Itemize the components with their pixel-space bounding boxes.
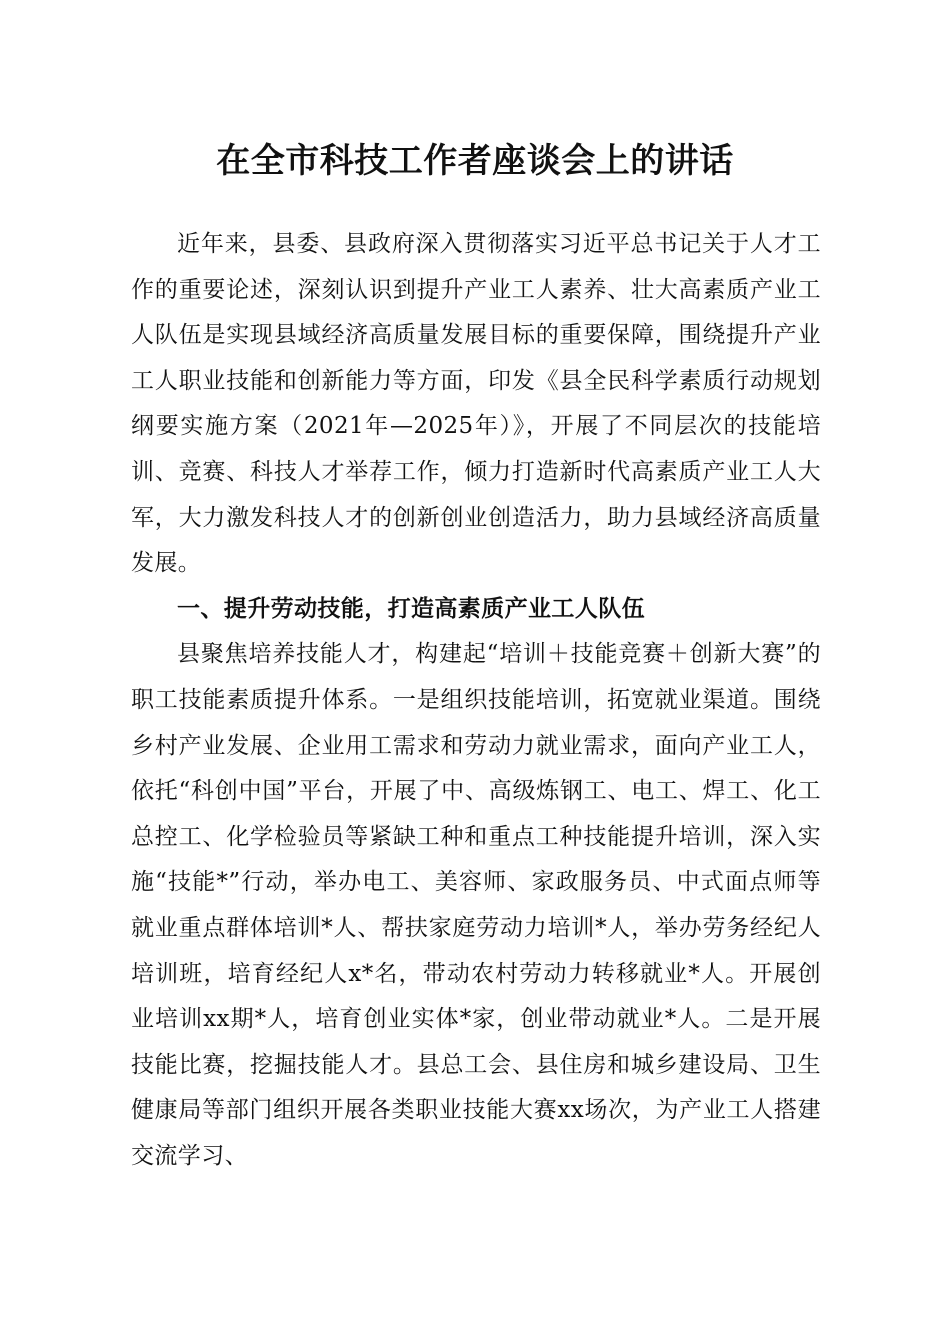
section-heading-1: 一、提升劳动技能，打造高素质产业工人队伍 xyxy=(177,595,645,622)
paragraph-section-1: 县聚焦培养技能人才，构建起“培训＋技能竞赛＋创新大赛”的职工技能素质提升体系。一是组织技能培训，拓宽就业渠道。围绕乡村产业发展、企业用工需求和劳动力就业需求，面向产业工人，依托“科创中国”平台，开展了中、高级炼钢工、电工、焊工、化工总控工、化学检验员等紧缺工种和重点工种技能提升培训，深入实施“技能*”行动，举办电工、美容师、家政服务员、中式面点师等就业重点群体培训*人、帮扶家庭劳动力培训*人，举办劳务经纪人培训班，培育经纪人x*名，带动农村劳动力转移就业*人。开展创业培训xx期*人，培育创业实体*家，创业带动就业*人。二是开展技能比赛，挖掘技能人才。县总工会、县住房和城乡建设局、卫生健康局等部门组织开展各类职业技能大赛xx场次，为产业工人搭建交流学习、 xyxy=(131,641,821,1169)
document-title: 在全市科技工作者座谈会上的讲话 xyxy=(216,141,734,181)
paragraph-intro: 近年来，县委、县政府深入贯彻落实习近平总书记关于人才工作的重要论述，深刻认识到提升产业工人素养、壮大高素质产业工人队伍是实现县域经济高质量发展目标的重要保障，围绕提升产业工人职业技能和创新能力等方面，印发《县全民科学素质行动规划纲要实施方案（2021年—2025年）》，开展了不同层次的技能培训、竞赛、科技人才举荐工作，倾力打造新时代高素质产业工人大军，大力激发科技人才的创新创业创造活力，助力县域经济高质量发展。 xyxy=(131,231,821,577)
document-body xyxy=(131,222,821,1179)
